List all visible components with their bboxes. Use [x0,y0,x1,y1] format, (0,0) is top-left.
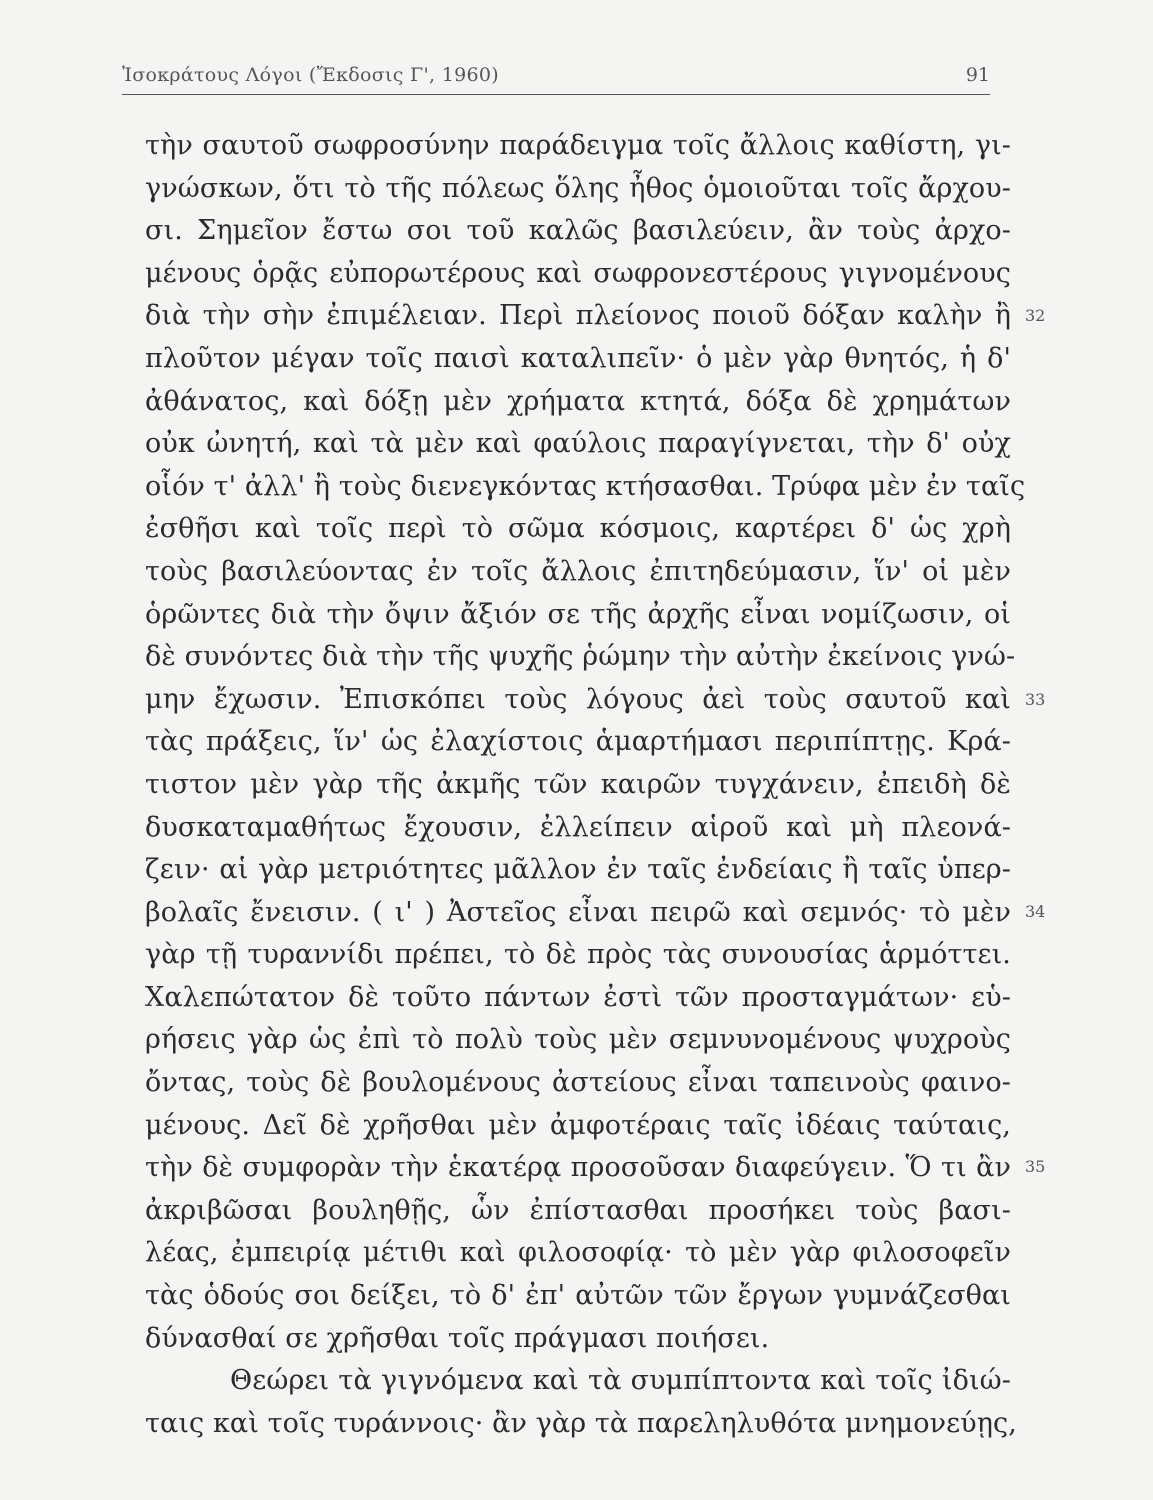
text-line: βολαῖς ἔνεισιν. ( ι' ) Ἀστεῖος εἶναι πειρῶ καὶ σεμνός· τὸ μὲν [145,896,1011,928]
text-line: ρήσεις γὰρ ὡς ἐπὶ τὸ πολὺ τοὺς μὲν σεμνυνομένους ψυχροὺς [145,1024,1011,1056]
text-line: τιστον μὲν γὰρ τῆς ἀκμῆς τῶν καιρῶν τυγχάνειν, ἐπειδὴ δὲ [145,768,1011,800]
text-line: τὰς ὁδούς σοι δείξει, τὸ δ' ἐπ' αὐτῶν τῶν ἔργων γυμνάζεσθαι [145,1280,1011,1312]
text-line: γὰρ τῇ τυραννίδι πρέπει, τὸ δὲ πρὸς τὰς συνουσίας ἁρμόττει. [145,939,1011,971]
text-line-indented: Θεώρει τὰ γιγνόμενα καὶ τὰ συμπίπτοντα καὶ τοῖς ἰδιώ- [230,1365,1011,1397]
running-header [122,62,990,95]
text-line: ἀκριβῶσαι βουληθῇς, ὧν ἐπίστασθαι προσήκει τοὺς βασι- [145,1194,1011,1226]
text-line: πλοῦτον μέγαν τοῖς παισὶ καταλιπεῖν· ὁ μὲν γὰρ θνητός, ἡ δ' [145,342,1011,374]
text-line: λέας, ἐμπειρίᾳ μέτιθι καὶ φιλοσοφίᾳ· τὸ μὲν γὰρ φιλοσοφεῖν [145,1237,1011,1269]
text-line: ταις καὶ τοῖς τυράννοις· ἂν γὰρ τὰ παρεληλυθότα μνημονεύῃς, [145,1407,1017,1439]
text-line: ἀθάνατος, καὶ δόξῃ μὲν χρήματα κτητά, δόξα δὲ χρημάτων [145,385,1011,417]
text-line: ὄντας, τοὺς δὲ βουλομένους ἀστείους εἶναι ταπεινοὺς φαινο- [145,1067,1011,1099]
section-number: 33 [1025,690,1046,709]
page-number: 91 [965,64,990,86]
text-line: μένους ὁρᾷς εὐπορωτέρους καὶ σωφρονεστέρους γιγνομένους [145,257,1011,289]
text-line: ὁρῶντες διὰ τὴν ὄψιν ἄξιόν σε τῆς ἀρχῆς εἶναι νομίζωσιν, οἱ [145,598,1011,630]
header-title: Ἰσοκράτους Λόγοι (Ἔκδοσις Γ', 1960) [122,64,499,86]
text-line: δύνασθαί σε χρῆσθαι τοῖς πράγμασι ποιήσει. [145,1322,770,1354]
text-line: τὰς πράξεις, ἵν' ὡς ἐλαχίστοις ἁμαρτήμασι περιπίπτῃς. Κρά- [145,726,1011,758]
text-line: μην ἔχωσιν. Ἐπισκόπει τοὺς λόγους ἀεὶ τοὺς σαυτοῦ καὶ [145,683,1011,715]
text-line: γνώσκων, ὅτι τὸ τῆς πόλεως ὅλης ἦθος ὁμοιοῦται τοῖς ἄρχου- [145,172,1011,204]
text-line: οὐκ ὠνητή, καὶ τὰ μὲν καὶ φαύλοις παραγίγνεται, τὴν δ' οὐχ [145,428,1011,460]
body-text [145,125,1026,1445]
text-line: δὲ συνόντες διὰ τὴν τῆς ψυχῆς ῥώμην τὴν αὐτὴν ἐκείνοις γνώ- [145,641,1016,673]
text-line: σι. Σημεῖον ἔστω σοι τοῦ καλῶς βασιλεύειν, ἂν τοὺς ἀρχο- [145,215,1011,247]
section-number: 32 [1025,306,1046,325]
section-number: 34 [1025,902,1046,921]
text-line: ἐσθῆσι καὶ τοῖς περὶ τὸ σῶμα κόσμοις, καρτέρει δ' ὡς χρὴ [145,513,1011,545]
text-line: οἷόν τ' ἀλλ' ἢ τοὺς διενεγκόντας κτήσασθαι. Τρύφα μὲν ἐν ταῖς [145,470,1026,502]
text-line: τὴν δὲ συμφορὰν τὴν ἑκατέρᾳ προσοῦσαν διαφεύγειν. Ὅ τι ἂν [145,1152,1011,1184]
text-line: τὴν σαυτοῦ σωφροσύνην παράδειγμα τοῖς ἄλλοις καθίστη, γι- [145,130,1011,161]
section-number: 35 [1025,1157,1046,1176]
text-line: Χαλεπώτατον δὲ τοῦτο πάντων ἐστὶ τῶν προσταγμάτων· εὑ- [145,981,1011,1013]
text-line: δυσκαταμαθήτως ἔχουσιν, ἐλλείπειν αἱροῦ καὶ μὴ πλεονά- [145,811,1011,843]
text-line: ζειν· αἱ γὰρ μετριότητες μᾶλλον ἐν ταῖς ἐνδείαις ἢ ταῖς ὑπερ- [145,854,1011,886]
text-line: μένους. Δεῖ δὲ χρῆσθαι μὲν ἀμφοτέραις ταῖς ἰδέαις ταύταις, [145,1109,1011,1141]
text-line: τοὺς βασιλεύοντας ἐν τοῖς ἄλλοις ἐπιτηδεύμασιν, ἵν' οἱ μὲν [145,555,1011,587]
text-line: διὰ τὴν σὴν ἐπιμέλειαν. Περὶ πλείονος ποιοῦ δόξαν καλὴν ἢ [145,300,1011,332]
